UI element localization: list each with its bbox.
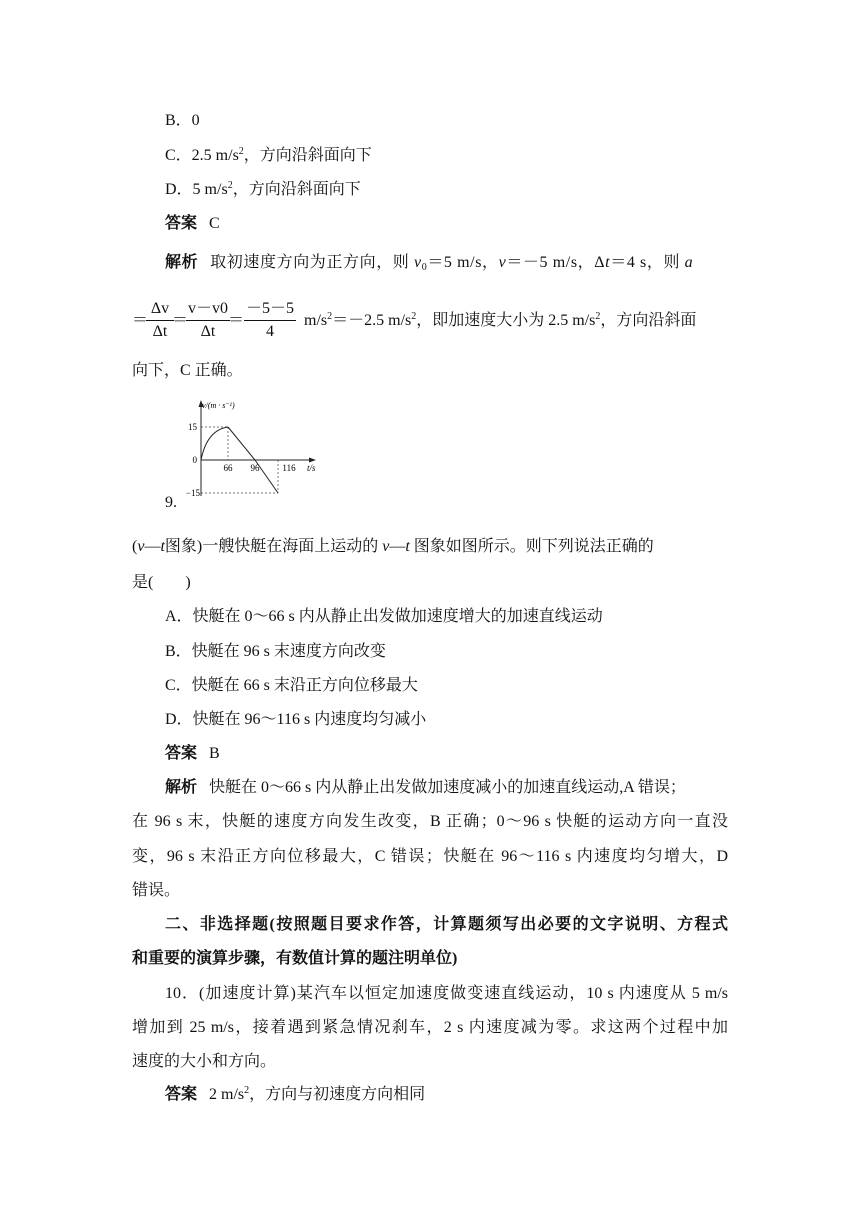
- q9-stem-line2: 是( ): [132, 574, 191, 591]
- option-b: B．0: [165, 112, 200, 129]
- analysis-q8-line1: 解析 取初速度方向为正方向，则 $v_0=5$ m/s，v＝－5 m/s，Δt＝4 s，则 a: [165, 254, 694, 273]
- question-number-9: 9.: [165, 494, 177, 511]
- graph-tick-x-116: 116: [282, 463, 296, 473]
- q9-stem-line1: (v—t图象)一艘快艇在海面上运动的 v—t 图象如图所示。则下列说法正确的: [132, 538, 654, 555]
- vt-graph: [180, 396, 330, 500]
- graph-tick-x-96: 96: [250, 463, 260, 473]
- eq-sign-2: ＝: [172, 312, 189, 329]
- q9-option-c: C．快艇在 66 s 末沿正方向位移最大: [165, 677, 418, 694]
- q10-stem-line1: 10．(加速度计算)某汽车以恒定加速度做变速直线运动，10 s 内速度从 5 m/s: [165, 985, 728, 1002]
- q10-stem-line2: 增加到 25 m/s，接着遇到紧急情况刹车，2 s 内速度减为零。求这两个过程中加: [132, 1019, 728, 1036]
- graph-tick-y-0: 0: [192, 455, 197, 465]
- q9-option-d: D．快艇在 96～116 s 内速度均匀减小: [165, 711, 427, 728]
- analysis-q9-line2: 在 96 s 末，快艇的速度方向发生改变，B 正确；0～96 s 快艇的运动方向一直没: [132, 813, 728, 830]
- graph-tick-y-15: 15: [188, 422, 197, 432]
- graph-x-label: t/s: [307, 463, 316, 473]
- answer-q8: 答案 C: [165, 215, 220, 232]
- section-2-heading-line1: 二、非选择题(按照题目要求作答，计算题须写出必要的文字说明、方程式: [165, 916, 728, 933]
- graph-tick-y-neg15: −15: [185, 488, 200, 498]
- fraction-v-v0: v－v0 Δt: [187, 300, 228, 340]
- fraction-values: －5－5 4: [245, 300, 294, 340]
- option-d: D．5 $m/s^2$，方向沿斜面向下: [165, 180, 361, 198]
- answer-q9: 答案 B: [165, 745, 220, 762]
- q9-option-b: B．快艇在 96 s 末速度方向改变: [165, 643, 386, 660]
- q9-option-a: A．快艇在 0～66 s 内从静止出发做加速度增大的加速直线运动: [165, 608, 603, 625]
- graph-tick-x-66: 66: [223, 463, 233, 473]
- answer-q10: 答案 2 $m/s^2$，方向与初速度方向相同: [165, 1085, 426, 1103]
- section-2-heading-line2: 和重要的演算步骤，有数值计算的题注明单位): [132, 950, 458, 967]
- analysis-q9-line1: 解析 快艇在 0～66 s 内从静止出发做加速度减小的加速直线运动,A 错误；: [165, 779, 686, 796]
- graph-y-label: v/(m · s⁻¹): [202, 401, 235, 410]
- option-c: C．2.5 $m/s^2$，方向沿斜面向下: [165, 146, 372, 164]
- analysis-q8-line2: $m/s^2=-2.5$ $m/s^2$，即加速度大小为 2.5 $m/s^2$，方向沿斜面: [304, 311, 697, 329]
- q10-stem-line3: 速度的大小和方向。: [132, 1053, 277, 1070]
- analysis-q9-line4: 错误。: [132, 882, 181, 899]
- fraction-dv-dt: Δv Δt: [146, 299, 174, 342]
- analysis-q9-line3: 变，96 s 末沿正方向位移最大，C 错误；快艇在 96～116 s 内速度均匀增大，D: [132, 848, 728, 865]
- eq-sign-1: ＝: [132, 312, 149, 329]
- eq-sign-3: ＝: [228, 312, 245, 329]
- analysis-q8-line3: 向下，C 正确。: [132, 362, 243, 379]
